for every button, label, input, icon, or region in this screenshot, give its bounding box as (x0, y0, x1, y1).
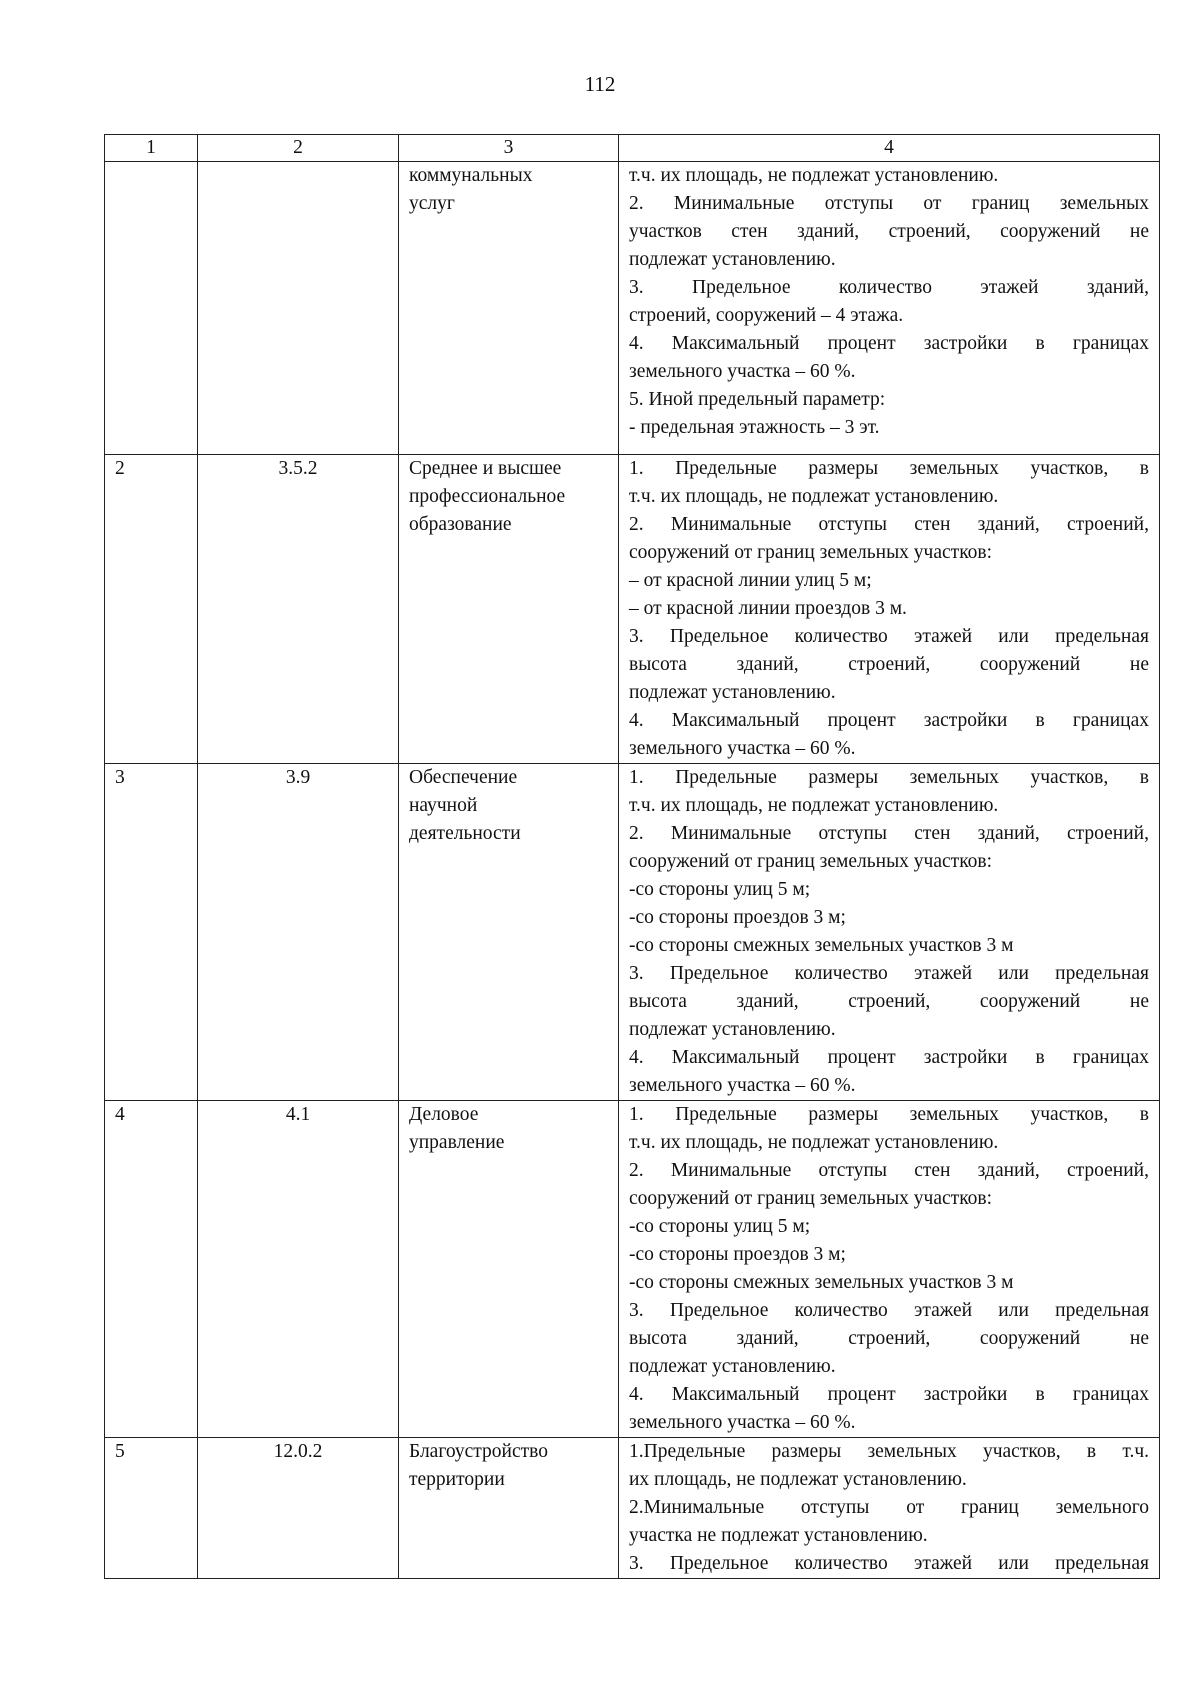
param-line: 4. Максимальный процент застройки в границах (629, 1384, 1149, 1405)
use-name (399, 1101, 619, 1438)
table-header-row (105, 135, 1160, 162)
param-line: т.ч. их площадь, не подлежат установлению. (629, 486, 999, 507)
use-name-line: профессиональное (409, 486, 566, 507)
param-line: – от красной линии проездов 3 м. (629, 598, 907, 619)
param-line: 4. Максимальный процент застройки в границах (629, 333, 1149, 354)
param-line: т.ч. их площадь, не подлежат установлению. (629, 1132, 999, 1153)
param-line: сооружений от границ земельных участков: (629, 1188, 993, 1209)
param-line: строений, сооружений – 4 этажа. (629, 305, 904, 326)
param-line: сооружений от границ земельных участков: (629, 851, 993, 872)
param-line: 2. Минимальные отступы от границ земельных (629, 193, 1149, 214)
header-col-1: 1 (105, 135, 198, 162)
param-line: подлежат установлению. (629, 1356, 836, 1377)
row-number: 4 (105, 1101, 198, 1438)
param-line: высота зданий, строений, сооружений не (629, 654, 1149, 675)
param-line: подлежат установлению. (629, 1019, 836, 1040)
use-name-line: Обеспечение (409, 767, 518, 788)
table-row (105, 764, 1160, 1101)
header-col-2: 2 (198, 135, 399, 162)
param-line: 2. Минимальные отступы стен зданий, строений, (629, 823, 1149, 844)
param-line: земельного участка – 60 %. (629, 1412, 856, 1433)
use-name-line: управление (409, 1132, 505, 1153)
param-line: участка не подлежат установлению. (629, 1525, 928, 1546)
use-code: 12.0.2 (198, 1438, 399, 1579)
param-line: участков стен зданий, строений, сооружений не (629, 221, 1149, 242)
use-parameters (619, 1438, 1160, 1579)
table-row (105, 1438, 1160, 1579)
table-row (105, 162, 1160, 455)
use-parameters (619, 455, 1160, 764)
param-line: 3. Предельное количество этажей или предельная (629, 626, 1149, 647)
table-row (105, 1101, 1160, 1438)
param-line: подлежат установлению. (629, 249, 836, 270)
use-name (399, 162, 619, 455)
param-line: их площадь, не подлежат установлению. (629, 1469, 967, 1490)
use-name (399, 455, 619, 764)
param-line: т.ч. их площадь, не подлежат установлению. (629, 795, 999, 816)
use-parameters (619, 162, 1160, 455)
param-line: 1. Предельные размеры земельных участков, в (629, 458, 1149, 479)
param-line: 3. Предельное количество этажей зданий, (629, 277, 1149, 298)
param-line: 2. Минимальные отступы стен зданий, строений, (629, 1160, 1149, 1181)
param-line: -со стороны смежных земельных участков 3 м (629, 935, 1014, 956)
use-code (198, 162, 399, 455)
param-line: 3. Предельное количество этажей или предельная (629, 963, 1149, 984)
use-code: 3.9 (198, 764, 399, 1101)
param-line: -со стороны улиц 5 м; (629, 1216, 811, 1237)
use-code: 4.1 (198, 1101, 399, 1438)
param-line: земельного участка – 60 %. (629, 1075, 856, 1096)
use-name-line: деятельности (409, 823, 521, 844)
row-number: 5 (105, 1438, 198, 1579)
param-line: подлежат установлению. (629, 682, 836, 703)
param-line: высота зданий, строений, сооружений не (629, 991, 1149, 1012)
param-line: -со стороны проездов 3 м; (629, 907, 846, 928)
param-line: земельного участка – 60 %. (629, 738, 856, 759)
row-number: 3 (105, 764, 198, 1101)
use-name-line: территории (409, 1469, 505, 1490)
param-line: 5. Иной предельный параметр: (629, 389, 886, 410)
use-name-line: Среднее и высшее (409, 458, 562, 479)
header-col-3: 3 (399, 135, 619, 162)
use-name (399, 1438, 619, 1579)
param-line: 2. Минимальные отступы стен зданий, строений, (629, 514, 1149, 535)
param-line: -со стороны улиц 5 м; (629, 879, 811, 900)
param-line: 4. Максимальный процент застройки в границах (629, 710, 1149, 731)
param-line: высота зданий, строений, сооружений не (629, 1328, 1149, 1349)
zoning-parameters-table (104, 134, 1160, 1579)
use-name-line: коммунальных (409, 165, 533, 186)
param-line: 1. Предельные размеры земельных участков, в (629, 767, 1149, 788)
param-line: -со стороны проездов 3 м; (629, 1244, 846, 1265)
use-name-line: Благоустройство (409, 1441, 548, 1462)
param-line: земельного участка – 60 %. (629, 361, 856, 382)
param-line: 4. Максимальный процент застройки в границах (629, 1047, 1149, 1068)
param-line: сооружений от границ земельных участков: (629, 542, 993, 563)
row-number: 2 (105, 455, 198, 764)
use-code: 3.5.2 (198, 455, 399, 764)
row-number (105, 162, 198, 455)
param-line: 3. Предельное количество этажей или предельная (629, 1300, 1149, 1321)
param-line: - предельная этажность – 3 эт. (629, 417, 880, 438)
use-name-line: научной (409, 795, 478, 816)
param-line: 2.Минимальные отступы от границ земельного (629, 1497, 1149, 1518)
header-col-4: 4 (619, 135, 1160, 162)
use-name (399, 764, 619, 1101)
use-parameters (619, 764, 1160, 1101)
page-number: 112 (584, 72, 616, 96)
param-line: -со стороны смежных земельных участков 3 м (629, 1272, 1014, 1293)
use-name-line: Деловое (409, 1104, 479, 1125)
param-line: т.ч. их площадь, не подлежат установлению. (629, 165, 999, 186)
param-line: – от красной линии улиц 5 м; (629, 570, 872, 591)
table-row (105, 455, 1160, 764)
param-line: 3. Предельное количество этажей или предельная (629, 1553, 1149, 1574)
use-name-line: образование (409, 514, 512, 535)
use-parameters (619, 1101, 1160, 1438)
param-line: 1.Предельные размеры земельных участков, в т.ч. (629, 1441, 1149, 1462)
use-name-line: услуг (409, 193, 455, 214)
param-line: 1. Предельные размеры земельных участков, в (629, 1104, 1149, 1125)
